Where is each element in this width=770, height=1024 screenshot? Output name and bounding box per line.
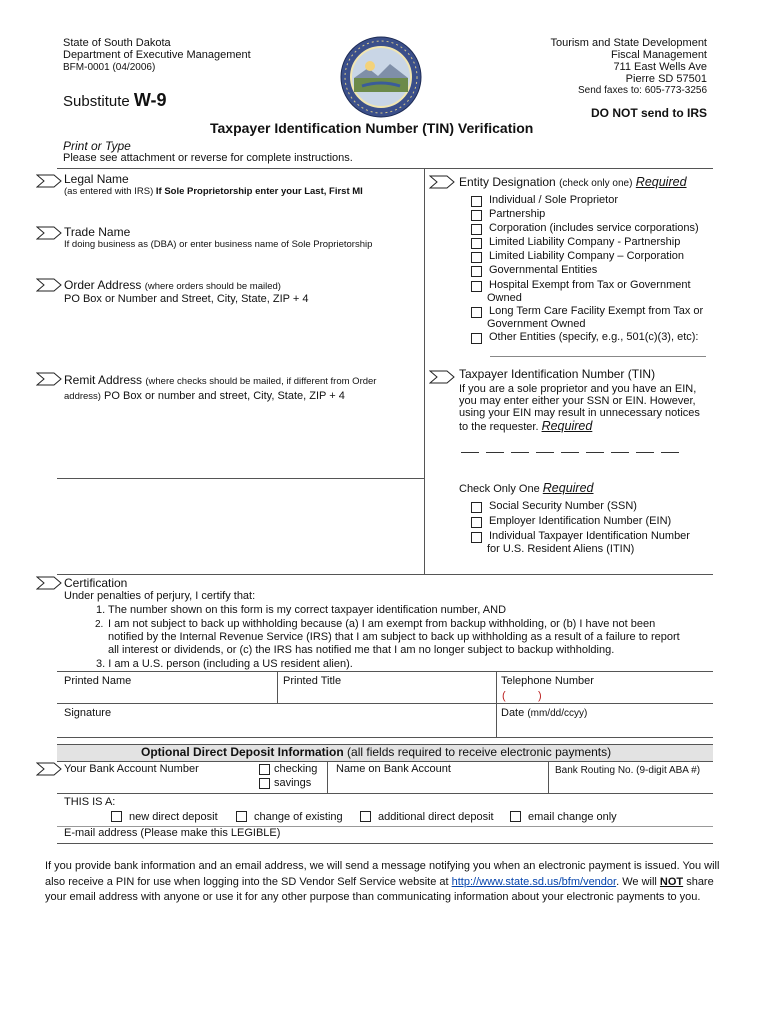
- arrow-marker-icon: [36, 174, 62, 188]
- certification-item-2-line: I am not subject to back up withholding because (a) I am exempt from backup withholding, or (b) I have not been: [108, 618, 656, 630]
- printed-title-field[interactable]: [280, 688, 494, 702]
- tin-digit-7[interactable]: [611, 452, 629, 453]
- email-change-label: email change only: [528, 811, 617, 823]
- department-name: Department of Executive Management: [63, 49, 251, 61]
- this-is-a-label: THIS IS A:: [64, 796, 116, 808]
- entity-checkbox-hospital[interactable]: [471, 281, 482, 292]
- entity-checkbox-partnership[interactable]: [471, 210, 482, 221]
- email-change-checkbox[interactable]: [510, 811, 521, 822]
- entity-option-label: Individual / Sole Proprietor: [489, 194, 619, 206]
- email-address-label: E-mail address (Please make this LEGIBLE): [64, 827, 281, 839]
- arrow-marker-icon: [429, 175, 455, 189]
- trade-name-field[interactable]: [64, 251, 420, 275]
- agency-division: Fiscal Management: [611, 49, 707, 61]
- savings-label: savings: [274, 777, 312, 789]
- new-direct-deposit-label: new direct deposit: [129, 811, 218, 823]
- change-existing-label: change of existing: [254, 811, 343, 823]
- footer-line-2: also receive a PIN for use when logging into the SD Vendor Self Service website at http://www.state.sd.us/bfm/vendor. We will NOT share: [45, 876, 714, 888]
- arrow-marker-icon: [36, 372, 62, 386]
- tin-option-label-cont: for U.S. Resident Aliens (ITIN): [487, 543, 635, 555]
- arrow-marker-icon: [36, 576, 62, 590]
- vendor-website-link[interactable]: http://www.state.sd.us/bfm/vendor: [451, 876, 617, 888]
- routing-label: Bank Routing No. (9-digit ABA #): [555, 765, 701, 776]
- footer-line-1: If you provide bank information and an email address, we will send a message notifying you when an electronic payment is issued. You will: [45, 860, 720, 872]
- entity-option-label: Limited Liability Company - Partnership: [489, 236, 681, 248]
- instructions-note: Please see attachment or reverse for complete instructions.: [63, 152, 353, 164]
- entity-checkbox-corporation[interactable]: [471, 224, 482, 235]
- phone-paren-open: (: [502, 690, 506, 702]
- bank-account-field[interactable]: [60, 777, 256, 791]
- printed-name-field[interactable]: [60, 688, 274, 702]
- tin-label: Taxpayer Identification Number (TIN): [459, 367, 656, 381]
- entity-checkbox-governmental[interactable]: [471, 266, 482, 277]
- certification-item-2-line: all interest or dividends, or (c) the IRS has notified me that I am no longer subject to backup withholding.: [108, 644, 615, 656]
- signature-label: Signature: [64, 707, 112, 719]
- tin-checkbox-ssn[interactable]: [471, 502, 482, 513]
- telephone-label: Telephone Number: [501, 675, 594, 687]
- entity-option-label-cont: Government Owned: [487, 318, 586, 330]
- tin-option-label: Individual Taxpayer Identification Number: [489, 530, 690, 542]
- printed-name-label: Printed Name: [64, 675, 132, 687]
- deposit-heading: Optional Direct Deposit Information (all fields required to receive electronic payments): [141, 745, 612, 759]
- entity-option-label: Long Term Care Facility Exempt from Tax or: [489, 305, 704, 317]
- arrow-marker-icon: [429, 370, 455, 384]
- substitute-w9-title: Substitute W-9: [63, 90, 167, 110]
- telephone-field[interactable]: [500, 688, 710, 702]
- arrow-marker-icon: [36, 226, 62, 240]
- arrow-marker-icon: [36, 278, 62, 292]
- email-address-field[interactable]: [310, 826, 710, 840]
- tin-digit-4[interactable]: [536, 452, 554, 453]
- entity-option-label: Hospital Exempt from Tax or Government: [489, 279, 691, 291]
- tin-digit-5[interactable]: [561, 452, 579, 453]
- entity-checkbox-individual[interactable]: [471, 196, 482, 207]
- agency-name: Tourism and State Development: [550, 37, 707, 49]
- tin-checkbox-itin[interactable]: [471, 532, 482, 543]
- remit-address-field[interactable]: [64, 404, 420, 474]
- agency-street: 711 East Wells Ave: [613, 61, 707, 73]
- footer-line-3: your email address with anyone or use it for any other purpose than communicating information about your electronic payments to you.: [45, 891, 701, 903]
- check-only-one: Check Only One Required: [459, 481, 594, 495]
- tin-text-line: you may enter either your SSN or EIN. However,: [459, 395, 696, 407]
- entity-checkbox-other[interactable]: [471, 333, 482, 344]
- bank-account-label: Your Bank Account Number: [64, 763, 199, 775]
- name-on-account-field[interactable]: [333, 777, 545, 791]
- change-existing-checkbox[interactable]: [236, 811, 247, 822]
- certification-item-1: 1. The number shown on this form is my correct taxpayer identification number, AND: [96, 604, 507, 616]
- date-field[interactable]: [500, 720, 710, 736]
- order-address-format: PO Box or Number and Street, City, State, ZIP + 4: [64, 293, 309, 305]
- printed-title-label: Printed Title: [283, 675, 342, 687]
- entity-option-label: Other Entities (specify, e.g., 501(c)(3), etc):: [489, 331, 699, 343]
- remit-address-format: address) PO Box or number and street, City, State, ZIP + 4: [64, 390, 345, 402]
- new-direct-deposit-checkbox[interactable]: [111, 811, 122, 822]
- entity-option-label-cont: Owned: [487, 292, 522, 304]
- additional-deposit-label: additional direct deposit: [378, 811, 494, 823]
- signature-field[interactable]: [60, 720, 494, 736]
- entity-option-label: Governmental Entities: [489, 264, 598, 276]
- tin-text-line: to the requester. Required: [459, 419, 593, 433]
- remit-address-label: Remit Address (where checks should be mailed, if different from Order: [64, 373, 377, 387]
- legal-name-note: (as entered with IRS) If Sole Proprietorship enter your Last, First MI: [64, 186, 363, 197]
- additional-deposit-checkbox[interactable]: [360, 811, 371, 822]
- phone-paren-close: ): [538, 690, 542, 702]
- tin-digit-9[interactable]: [661, 452, 679, 453]
- entity-option-label: Partnership: [489, 208, 546, 220]
- legal-name-label: Legal Name: [64, 172, 129, 186]
- trade-name-label: Trade Name: [64, 225, 131, 239]
- tin-digit-1[interactable]: [461, 452, 479, 453]
- certification-item-2-line: notified by the Internal Revenue Service (IRS) that I am subject to back up withholding as a result of a failure to report: [108, 631, 680, 643]
- savings-checkbox[interactable]: [259, 778, 270, 789]
- checking-label: checking: [274, 763, 318, 775]
- tin-digit-8[interactable]: [636, 452, 654, 453]
- order-address-label: Order Address (where orders should be mailed): [64, 278, 281, 292]
- entity-option-label: Limited Liability Company – Corporation: [489, 250, 685, 262]
- tin-digit-2[interactable]: [486, 452, 504, 453]
- tin-option-label: Employer Identification Number (EIN): [489, 515, 672, 527]
- entity-designation-label: Entity Designation (check only one) Required: [459, 175, 687, 189]
- tin-checkbox-ein[interactable]: [471, 517, 482, 528]
- trade-name-note: If doing business as (DBA) or enter business name of Sole Proprietorship: [64, 239, 373, 250]
- certification-item-3: 3. I am a U.S. person (including a US resident alien).: [96, 658, 353, 670]
- state-name: State of South Dakota: [63, 37, 171, 49]
- fax-number: Send faxes to: 605-773-3256: [578, 85, 707, 96]
- routing-field[interactable]: [552, 777, 710, 791]
- checking-checkbox[interactable]: [259, 764, 270, 775]
- tin-text-line: If you are a sole proprietor and you have an EIN,: [459, 383, 697, 395]
- name-on-account-label: Name on Bank Account: [336, 763, 451, 775]
- state-seal-icon: [340, 36, 422, 118]
- certification-item-2-num: 2.: [95, 619, 104, 630]
- entity-option-label: Corporation (includes service corporations): [489, 222, 699, 234]
- legal-name-field[interactable]: [64, 198, 420, 222]
- form-number: BFM-0001 (04/2006): [63, 62, 156, 73]
- entity-checkbox-llc-corporation[interactable]: [471, 252, 482, 263]
- print-or-type: Print or Type: [63, 139, 131, 153]
- entity-checkbox-llc-partnership[interactable]: [471, 238, 482, 249]
- do-not-send-notice: DO NOT send to IRS: [590, 106, 707, 120]
- order-address-field[interactable]: [64, 306, 420, 366]
- date-label: Date (mm/dd/ccyy): [501, 707, 588, 719]
- arrow-marker-icon: [36, 762, 62, 776]
- certification-label: Certification: [64, 576, 128, 590]
- agency-city: Pierre SD 57501: [625, 73, 707, 85]
- certification-intro: Under penalties of perjury, I certify that:: [64, 590, 256, 602]
- tin-digit-6[interactable]: [586, 452, 604, 453]
- tin-option-label: Social Security Number (SSN): [489, 500, 637, 512]
- entity-checkbox-long-term-care[interactable]: [471, 307, 482, 318]
- tin-text-line: using your EIN may result in unnecessary notices: [459, 407, 700, 419]
- tin-digit-3[interactable]: [511, 452, 529, 453]
- page-title: Taxpayer Identification Number (TIN) Verification: [210, 120, 534, 136]
- other-entity-input[interactable]: [490, 356, 706, 357]
